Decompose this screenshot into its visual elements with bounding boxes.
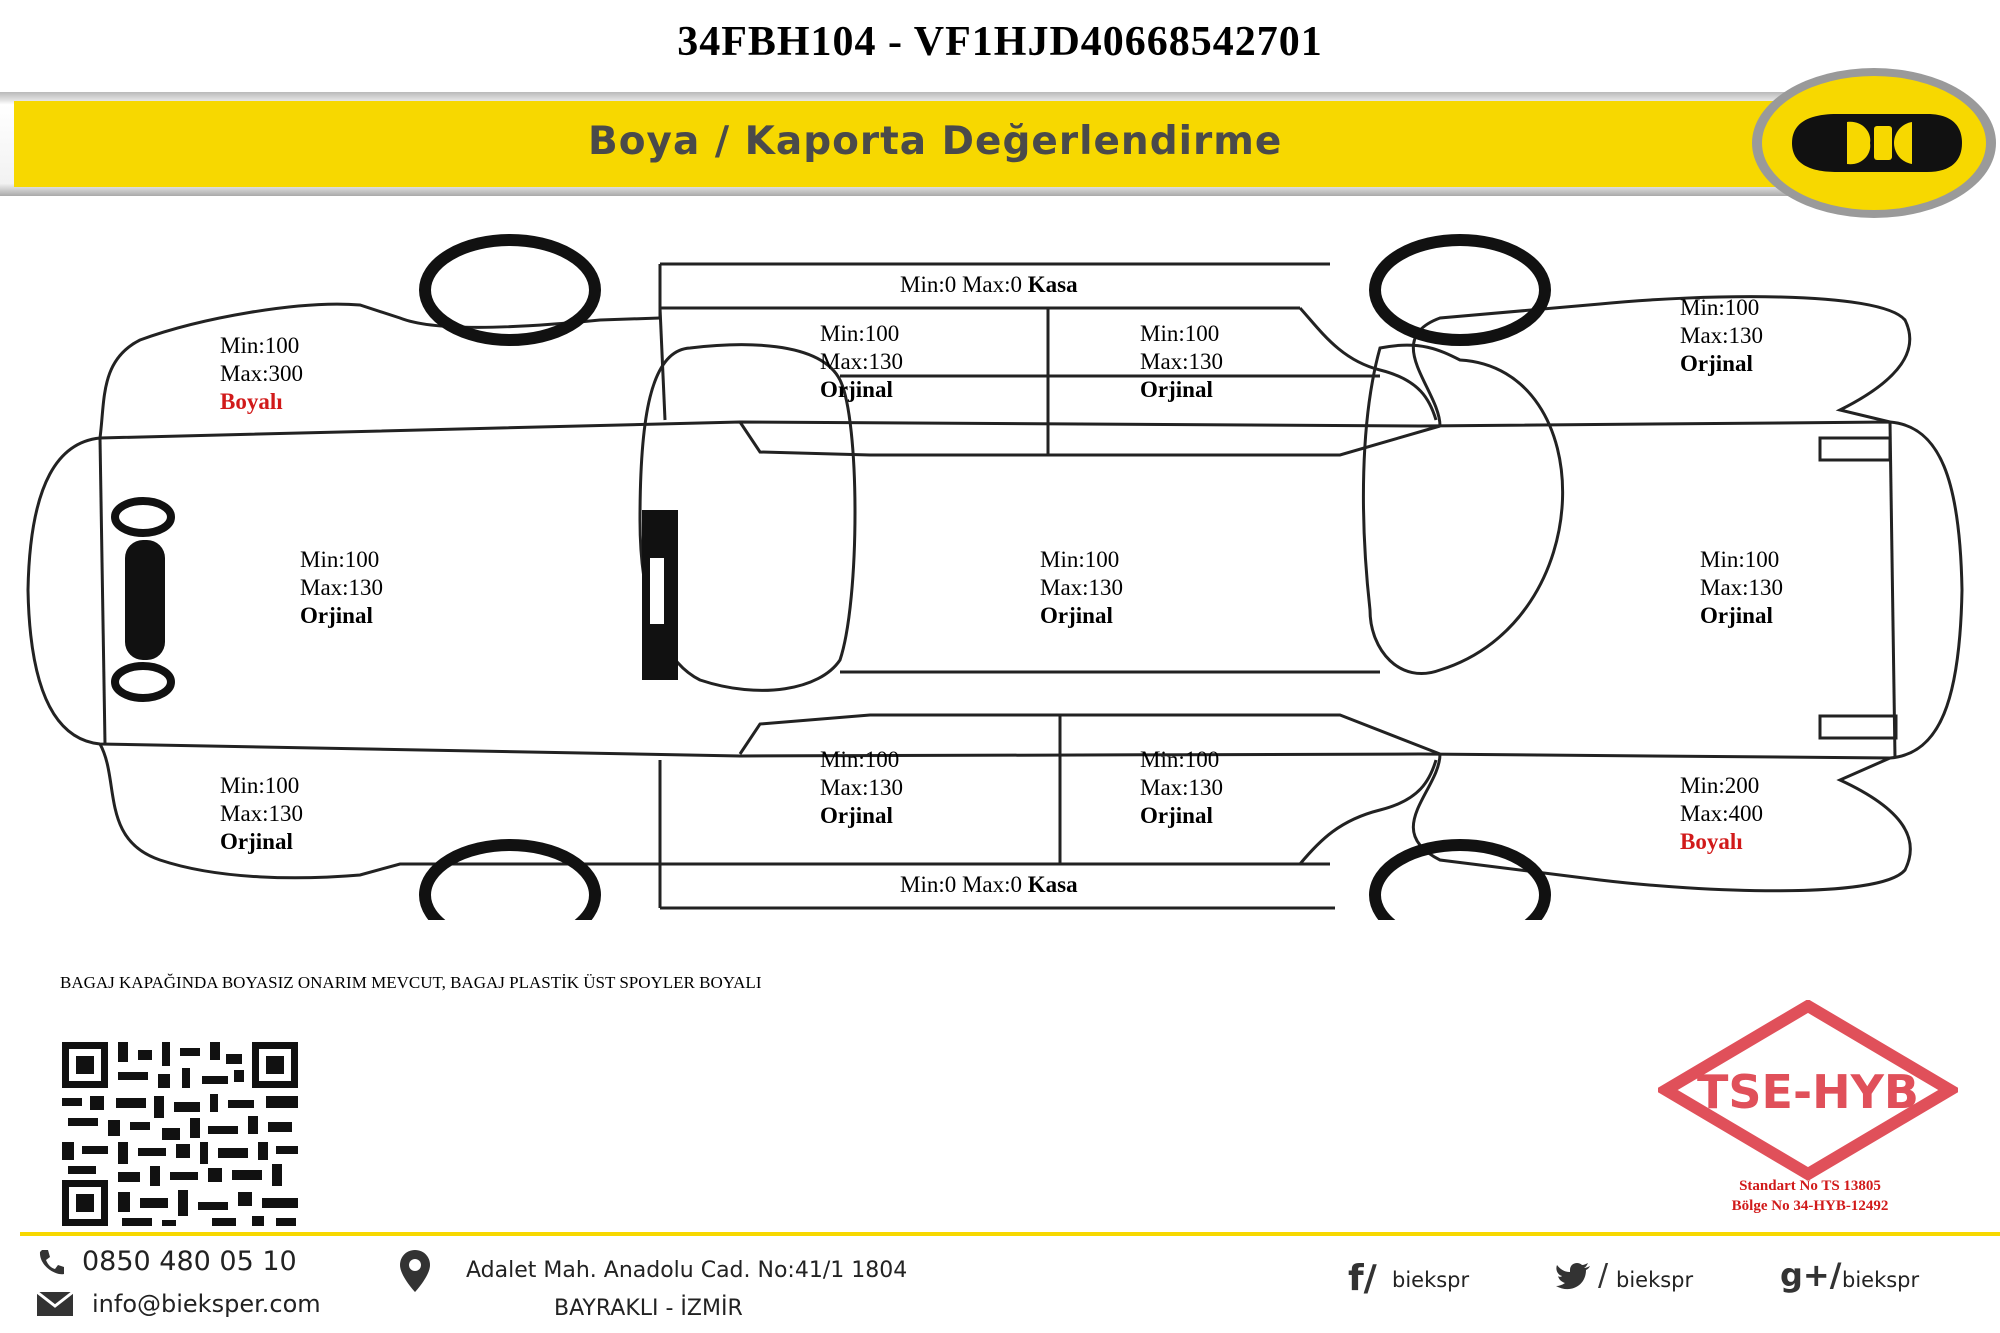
inspection-note: BAGAJ KAPAĞINDA BOYASIZ ONARIM MEVCUT, BAGAJ PLASTİK ÜST SPOYLER BOYALI xyxy=(60,973,762,992)
twitter-icon[interactable] xyxy=(1556,1262,1592,1292)
googleplus-handle[interactable]: biekspr xyxy=(1842,1268,1920,1292)
footer-email: info@bieksper.com xyxy=(92,1290,321,1318)
banner-title: Boya / Kaporta Değerlendirme xyxy=(588,119,1283,164)
footer-address-line1: Adalet Mah. Anadolu Cad. No:41/1 1804 xyxy=(466,1258,908,1283)
location-pin-icon xyxy=(398,1248,432,1294)
banner xyxy=(0,92,1790,196)
front-right-fender-label: Min:100 Max:130 Orjinal xyxy=(220,773,304,854)
banner-fill xyxy=(14,101,1790,187)
car-logo xyxy=(1752,68,1996,218)
front-left-fender-label: Min:100 Max:300 Boyalı xyxy=(220,333,304,414)
footer-divider xyxy=(20,1232,2000,1236)
roof-label: Min:100 Max:130 Orjinal xyxy=(1040,547,1124,628)
facebook-icon[interactable]: f/ xyxy=(1348,1258,1377,1299)
right-front-door-label: Min:100 Max:130 Orjinal xyxy=(820,747,904,828)
region-number: Bölge No 34-HYB-12492 xyxy=(1731,1198,1889,1214)
svg-text:TSE-HYB: TSE-HYB xyxy=(1697,1065,1919,1119)
twitter-handle[interactable]: biekspr xyxy=(1616,1268,1694,1292)
facebook-handle[interactable]: biekspr xyxy=(1392,1268,1470,1292)
status-painted: Boyalı xyxy=(1680,829,1743,854)
car-top-icon xyxy=(1762,76,1986,210)
left-rear-door-label: Min:100 Max:130 Orjinal xyxy=(1140,321,1224,402)
report-title: 34FBH104 - VF1HJD40668542701 xyxy=(677,19,1323,65)
footer-address-line2: BAYRAKLI - İZMİR xyxy=(554,1296,743,1321)
certification-info xyxy=(1620,1176,2000,1216)
phone-icon xyxy=(36,1248,66,1278)
trunk-label: Min:100 Max:130 Orjinal xyxy=(1700,547,1784,628)
google-plus-icon[interactable]: g+/ xyxy=(1780,1256,1842,1294)
bottom-sill-label: Min:0 Max:0 Kasa xyxy=(900,872,1078,897)
left-front-door-label: Min:100 Max:130 Orjinal xyxy=(820,321,904,402)
qr-code xyxy=(62,1042,298,1226)
status-painted: Boyalı xyxy=(220,389,283,414)
car-diagram xyxy=(0,220,2000,920)
rear-right-fender-label: Min:200 Max:400 Boyalı xyxy=(1680,773,1764,854)
footer-phone: 0850 480 05 10 xyxy=(82,1246,297,1277)
top-sill-label: Min:0 Max:0 Kasa xyxy=(900,272,1078,297)
right-rear-door-label: Min:100 Max:130 Orjinal xyxy=(1140,747,1224,828)
tse-hyb-logo xyxy=(1658,1000,1958,1180)
hood-label: Min:100 Max:130 Orjinal xyxy=(300,547,384,628)
email-icon xyxy=(36,1290,74,1318)
standard-number: Standart No TS 13805 xyxy=(1739,1178,1881,1194)
rear-left-fender-label: Min:100 Max:130 Orjinal xyxy=(1680,295,1764,376)
